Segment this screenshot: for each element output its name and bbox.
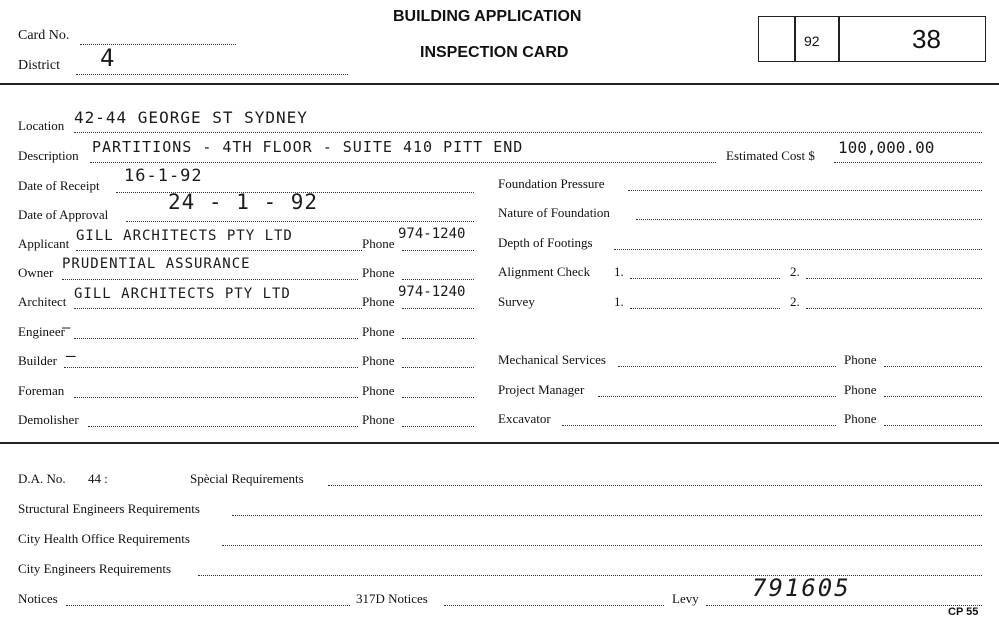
box-number: 92 bbox=[804, 33, 820, 49]
city-engineers-requirements-field[interactable] bbox=[198, 575, 982, 576]
estimated-cost-label: Estimated Cost $ bbox=[726, 148, 815, 163]
da-no-label: D.A. No. bbox=[18, 471, 66, 486]
excavator-phone-field[interactable] bbox=[884, 425, 982, 426]
architect-phone-field[interactable] bbox=[402, 308, 474, 309]
applicant-phone-value: 974-1240 bbox=[398, 226, 466, 242]
nature-foundation-field[interactable] bbox=[636, 219, 982, 220]
alignment-num-1: 1. bbox=[614, 264, 624, 279]
survey-field-2[interactable] bbox=[806, 308, 982, 309]
owner-label: Owner bbox=[18, 265, 54, 280]
estimated-cost-value: 100,000.00 bbox=[838, 138, 935, 157]
architect-phone-value: 974-1240 bbox=[398, 284, 466, 300]
depth-footings-label: Depth of Footings bbox=[498, 235, 593, 250]
date-approval-label: Date of Approval bbox=[18, 207, 109, 222]
architect-field[interactable] bbox=[74, 308, 362, 309]
notices-317d-label: 317D Notices bbox=[356, 591, 428, 606]
nature-foundation-label: Nature of Foundation bbox=[498, 205, 610, 220]
builder-phone-field[interactable] bbox=[402, 367, 474, 368]
architect-label: Architect bbox=[18, 294, 67, 309]
special-requirements-field[interactable] bbox=[328, 485, 982, 486]
project-manager-label: Project Manager bbox=[498, 382, 585, 397]
demolisher-label: Demolisher bbox=[18, 412, 79, 427]
location-label: Location bbox=[18, 118, 65, 133]
builder-phone-label: Phone bbox=[362, 353, 395, 368]
notices-317d-field[interactable] bbox=[444, 605, 664, 606]
survey-label: Survey bbox=[498, 294, 535, 309]
engineer-value: — bbox=[62, 320, 72, 336]
depth-footings-field[interactable] bbox=[614, 249, 982, 250]
owner-phone-field[interactable] bbox=[402, 279, 474, 280]
district-field[interactable] bbox=[76, 74, 348, 75]
foundation-pressure-label: Foundation Pressure bbox=[498, 176, 605, 191]
card-number-box bbox=[758, 16, 986, 62]
structural-requirements-field[interactable] bbox=[232, 515, 982, 516]
box-divider-1 bbox=[794, 16, 796, 62]
middle-divider bbox=[0, 442, 999, 444]
location-value: 42-44 GEORGE ST SYDNEY bbox=[74, 108, 308, 127]
engineer-phone-label: Phone bbox=[362, 324, 395, 339]
mechanical-label: Mechanical Services bbox=[498, 352, 606, 367]
notices-field[interactable] bbox=[66, 605, 350, 606]
foreman-field[interactable] bbox=[74, 397, 358, 398]
engineer-label: Engineer bbox=[18, 324, 65, 339]
excavator-label: Excavator bbox=[498, 411, 551, 426]
applicant-value: GILL ARCHITECTS PTY LTD bbox=[76, 228, 293, 244]
engineer-field[interactable] bbox=[74, 338, 358, 339]
applicant-field[interactable] bbox=[76, 250, 362, 251]
alignment-field-2[interactable] bbox=[806, 278, 982, 279]
builder-value: — bbox=[66, 346, 77, 365]
levy-value: 791605 bbox=[752, 574, 851, 602]
project-manager-field[interactable] bbox=[598, 396, 836, 397]
foreman-phone-field[interactable] bbox=[402, 397, 474, 398]
date-receipt-value: 16-1-92 bbox=[124, 166, 203, 186]
mechanical-field[interactable] bbox=[618, 366, 836, 367]
district-value: 4 bbox=[100, 44, 116, 72]
health-requirements-label: City Health Office Requirements bbox=[18, 531, 190, 546]
box-value: 38 bbox=[912, 24, 941, 54]
district-label: District bbox=[18, 58, 60, 73]
project-manager-phone-field[interactable] bbox=[884, 396, 982, 397]
survey-num-2: 2. bbox=[790, 294, 800, 309]
owner-phone-label: Phone bbox=[362, 265, 395, 280]
mechanical-phone-field[interactable] bbox=[884, 366, 982, 367]
date-approval-field[interactable] bbox=[126, 221, 474, 222]
foreman-phone-label: Phone bbox=[362, 383, 395, 398]
city-engineers-requirements-label: City Engineers Requirements bbox=[18, 561, 172, 576]
description-label: Description bbox=[18, 148, 79, 163]
top-divider bbox=[0, 83, 999, 85]
form-code: CP 55 bbox=[948, 606, 979, 618]
foundation-pressure-field[interactable] bbox=[628, 190, 982, 191]
owner-value: PRUDENTIAL ASSURANCE bbox=[62, 256, 251, 272]
applicant-label: Applicant bbox=[18, 236, 70, 251]
engineer-phone-field[interactable] bbox=[402, 338, 474, 339]
description-field[interactable] bbox=[90, 162, 716, 163]
health-requirements-field[interactable] bbox=[222, 545, 982, 546]
demolisher-phone-label: Phone bbox=[362, 412, 395, 427]
levy-field[interactable] bbox=[706, 605, 982, 606]
excavator-field[interactable] bbox=[562, 425, 836, 426]
project-manager-phone-label: Phone bbox=[844, 382, 877, 397]
location-field[interactable] bbox=[74, 132, 982, 133]
date-approval-value: 24 - 1 - 92 bbox=[168, 190, 319, 214]
special-requirements-label: Spècial Requirements bbox=[190, 471, 304, 486]
survey-field-1[interactable] bbox=[630, 308, 780, 309]
alignment-check-label: Alignment Check bbox=[498, 264, 591, 279]
title-line-2: INSPECTION CARD bbox=[420, 44, 569, 61]
date-receipt-label: Date of Receipt bbox=[18, 178, 100, 193]
estimated-cost-field[interactable] bbox=[834, 162, 982, 163]
levy-label: Levy bbox=[672, 591, 699, 606]
box-divider-2 bbox=[838, 16, 840, 62]
demolisher-phone-field[interactable] bbox=[402, 426, 474, 427]
builder-label: Builder bbox=[18, 353, 57, 368]
card-no-label: Card No. bbox=[18, 28, 70, 43]
survey-num-1: 1. bbox=[614, 294, 624, 309]
title-line-1: BUILDING APPLICATION bbox=[393, 8, 582, 25]
architect-phone-label: Phone bbox=[362, 294, 395, 309]
owner-field[interactable] bbox=[62, 279, 358, 280]
applicant-phone-field[interactable] bbox=[402, 250, 474, 251]
architect-value: GILL ARCHITECTS PTY LTD bbox=[74, 286, 291, 302]
mechanical-phone-label: Phone bbox=[844, 352, 877, 367]
description-value: PARTITIONS - 4TH FLOOR - SUITE 410 PITT END bbox=[92, 138, 524, 156]
alignment-num-2: 2. bbox=[790, 264, 800, 279]
notices-label: Notices bbox=[18, 591, 58, 606]
excavator-phone-label: Phone bbox=[844, 411, 877, 426]
demolisher-field[interactable] bbox=[88, 426, 358, 427]
structural-requirements-label: Structural Engineers Requirements bbox=[18, 501, 200, 516]
foreman-label: Foreman bbox=[18, 383, 65, 398]
da-no-value: 44 : bbox=[88, 471, 108, 486]
applicant-phone-label: Phone bbox=[362, 236, 395, 251]
builder-field[interactable] bbox=[64, 367, 358, 368]
alignment-field-1[interactable] bbox=[630, 278, 780, 279]
